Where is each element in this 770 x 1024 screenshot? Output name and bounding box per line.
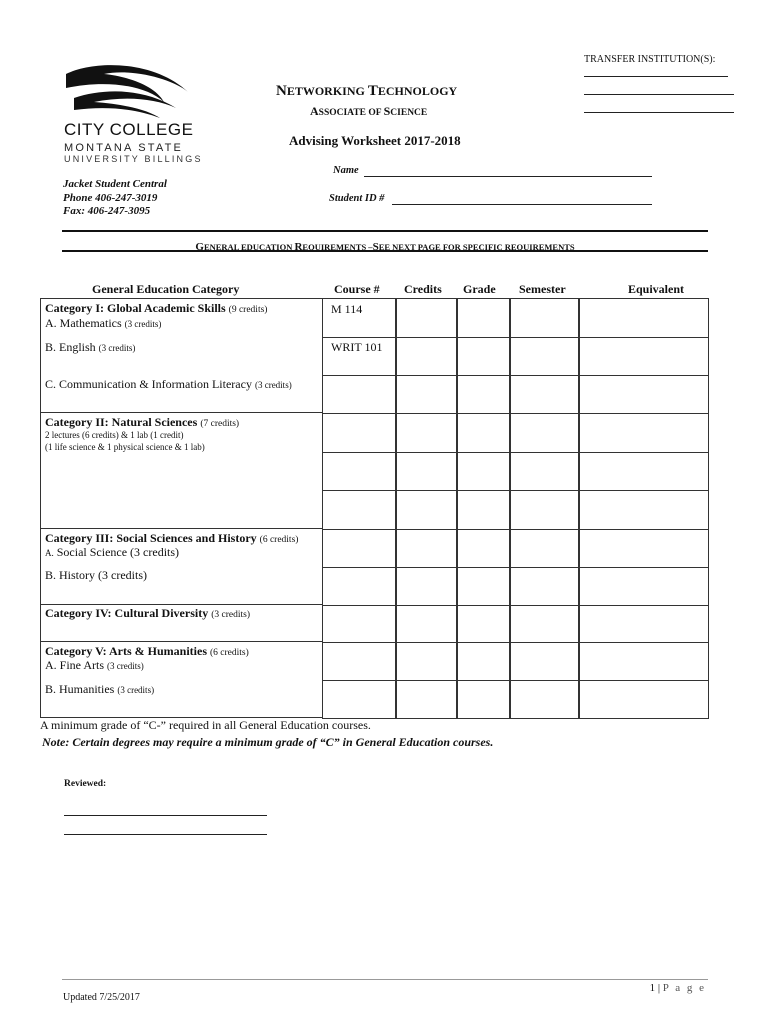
cat3-a: A. Social Science (3 credits) (45, 545, 180, 559)
contact-fax: Fax: 406-247-3095 (63, 205, 151, 217)
logo-swoosh-icon (64, 62, 190, 118)
cat2-title: Category II: Natural Sciences (7 credits) (45, 415, 240, 429)
footer-rule (62, 979, 708, 980)
cat1-b-course: WRIT 101 (331, 340, 383, 354)
col-header-semester: Semester (519, 282, 566, 296)
entry-cell-credits[interactable] (395, 413, 458, 453)
worksheet-title: Advising Worksheet 2017-2018 (289, 133, 461, 148)
entry-cell-grade[interactable] (456, 529, 511, 568)
banner-top-rule (62, 230, 708, 232)
entry-cell-equivalent[interactable] (578, 680, 709, 719)
entry-cell-grade[interactable] (456, 375, 511, 414)
entry-cell-grade[interactable] (456, 337, 511, 376)
transfer-line-1[interactable] (584, 76, 728, 77)
entry-cell-semester[interactable] (509, 680, 580, 719)
entry-cell-semester[interactable] (509, 605, 580, 643)
cat1-a: A. Mathematics (3 credits) (45, 316, 162, 330)
entry-cell-credits[interactable] (395, 375, 458, 414)
col-header-category: General Education Category (92, 282, 240, 296)
student-id-field[interactable] (392, 204, 652, 205)
entry-cell-grade[interactable] (456, 605, 511, 643)
certain-degrees-note: Note: Certain degrees may require a minimum grade of “C” in General Education courses. (42, 735, 494, 749)
entry-cell-grade[interactable] (456, 413, 511, 453)
entry-cell-semester[interactable] (509, 529, 580, 568)
entry-cell-grade[interactable] (456, 680, 511, 719)
reviewed-line-1[interactable] (64, 815, 267, 816)
entry-cell-grade[interactable] (456, 642, 511, 681)
entry-cell-equivalent[interactable] (578, 375, 709, 414)
entry-cell-equivalent[interactable] (578, 642, 709, 681)
entry-cell-grade[interactable] (456, 490, 511, 530)
name-field[interactable] (364, 176, 652, 177)
entry-cell-semester[interactable] (509, 567, 580, 606)
cat3-title: Category III: Social Sciences and History (6 credits) (45, 531, 299, 545)
student-id-label: Student ID # (329, 193, 385, 204)
entry-cell-course[interactable] (322, 605, 397, 643)
entry-cell-course[interactable] (322, 413, 397, 453)
transfer-line-2[interactable] (584, 94, 734, 95)
entry-cell-grade[interactable] (456, 567, 511, 606)
cat5-b: B. Humanities (3 credits) (45, 682, 155, 696)
updated-date: Updated 7/25/2017 (63, 992, 140, 1003)
col-header-grade: Grade (463, 282, 496, 296)
entry-cell-grade[interactable] (456, 452, 511, 491)
name-label: Name (333, 165, 359, 176)
entry-cell-course[interactable] (322, 642, 397, 681)
entry-cell-course[interactable] (322, 680, 397, 719)
cat3-b: B. History (3 credits) (45, 568, 147, 582)
cat5-a: A. Fine Arts (3 credits) (45, 658, 144, 672)
contact-phone: Phone 406-247-3019 (63, 192, 158, 204)
col-header-course: Course # (334, 282, 380, 296)
entry-cell-credits[interactable] (395, 490, 458, 530)
banner-bottom-rule (62, 250, 708, 252)
cat1-b: B. English (3 credits) (45, 340, 136, 354)
page-number: 1 | P a g e (649, 982, 706, 994)
entry-cell-semester[interactable] (509, 452, 580, 491)
college-logo (60, 62, 203, 164)
transfer-institutions-label: TRANSFER INSTITUTION(S): (584, 54, 716, 65)
entry-cell-equivalent[interactable] (578, 605, 709, 643)
col-header-credits: Credits (404, 282, 442, 296)
cat1-a-course: M 114 (331, 302, 363, 316)
cat2-line1: 2 lectures (6 credits) & 1 lab (1 credit) (45, 430, 184, 440)
entry-cell-credits[interactable] (395, 298, 458, 338)
entry-cell-grade[interactable] (456, 298, 511, 338)
entry-cell-equivalent[interactable] (578, 490, 709, 530)
entry-cell-credits[interactable] (395, 605, 458, 643)
logo-line-montana-state: MONTANA STATE (64, 142, 184, 154)
entry-cell-semester[interactable] (509, 642, 580, 681)
reviewed-label: Reviewed: (64, 779, 107, 789)
cat5-title: Category V: Arts & Humanities (6 credits) (45, 644, 249, 658)
contact-office: Jacket Student Central (63, 178, 167, 190)
degree-title: ASSOCIATE OF SCIENCE (310, 104, 428, 118)
cat1-title: Category I: Global Academic Skills (9 credits) (45, 301, 268, 315)
entry-cell-semester[interactable] (509, 337, 580, 376)
entry-cell-course[interactable] (322, 490, 397, 530)
entry-cell-credits[interactable] (395, 337, 458, 376)
col-header-equivalent: Equivalent (628, 282, 685, 296)
entry-cell-credits[interactable] (395, 452, 458, 491)
entry-cell-semester[interactable] (509, 490, 580, 530)
entry-cell-course[interactable] (322, 567, 397, 606)
entry-cell-credits[interactable] (395, 567, 458, 606)
reviewed-line-2[interactable] (64, 834, 267, 835)
entry-cell-equivalent[interactable] (578, 567, 709, 606)
entry-cell-course[interactable] (322, 375, 397, 414)
entry-cell-credits[interactable] (395, 642, 458, 681)
entry-cell-equivalent[interactable] (578, 337, 709, 376)
cat4-title: Category IV: Cultural Diversity (3 credits) (45, 606, 250, 620)
entry-cell-credits[interactable] (395, 529, 458, 568)
logo-line-university: UNIVERSITY BILLINGS (64, 154, 203, 164)
cat2-line2: (1 life science & 1 physical science & 1 lab) (45, 442, 205, 452)
entry-cell-equivalent[interactable] (578, 529, 709, 568)
entry-cell-semester[interactable] (509, 298, 580, 338)
entry-cell-equivalent[interactable] (578, 298, 709, 338)
logo-line-city-college: CITY COLLEGE (64, 120, 194, 139)
entry-cell-semester[interactable] (509, 375, 580, 414)
entry-cell-semester[interactable] (509, 413, 580, 453)
transfer-line-3[interactable] (584, 112, 734, 113)
entry-cell-credits[interactable] (395, 680, 458, 719)
entry-cell-course[interactable] (322, 452, 397, 491)
min-grade-note: A minimum grade of “C-” required in all General Education courses. (40, 718, 371, 732)
cat1-c: C. Communication & Information Literacy (3 credits) (45, 377, 292, 391)
entry-cell-equivalent[interactable] (578, 452, 709, 491)
entry-cell-course[interactable] (322, 529, 397, 568)
gen-ed-banner: GENERAL EDUCATION REQUIREMENTS –SEE NEXT PAGE FOR SPECIFIC REQUIREMENTS (195, 241, 575, 253)
entry-cell-equivalent[interactable] (578, 413, 709, 453)
program-title: NETWORKING TECHNOLOGY (276, 83, 458, 99)
